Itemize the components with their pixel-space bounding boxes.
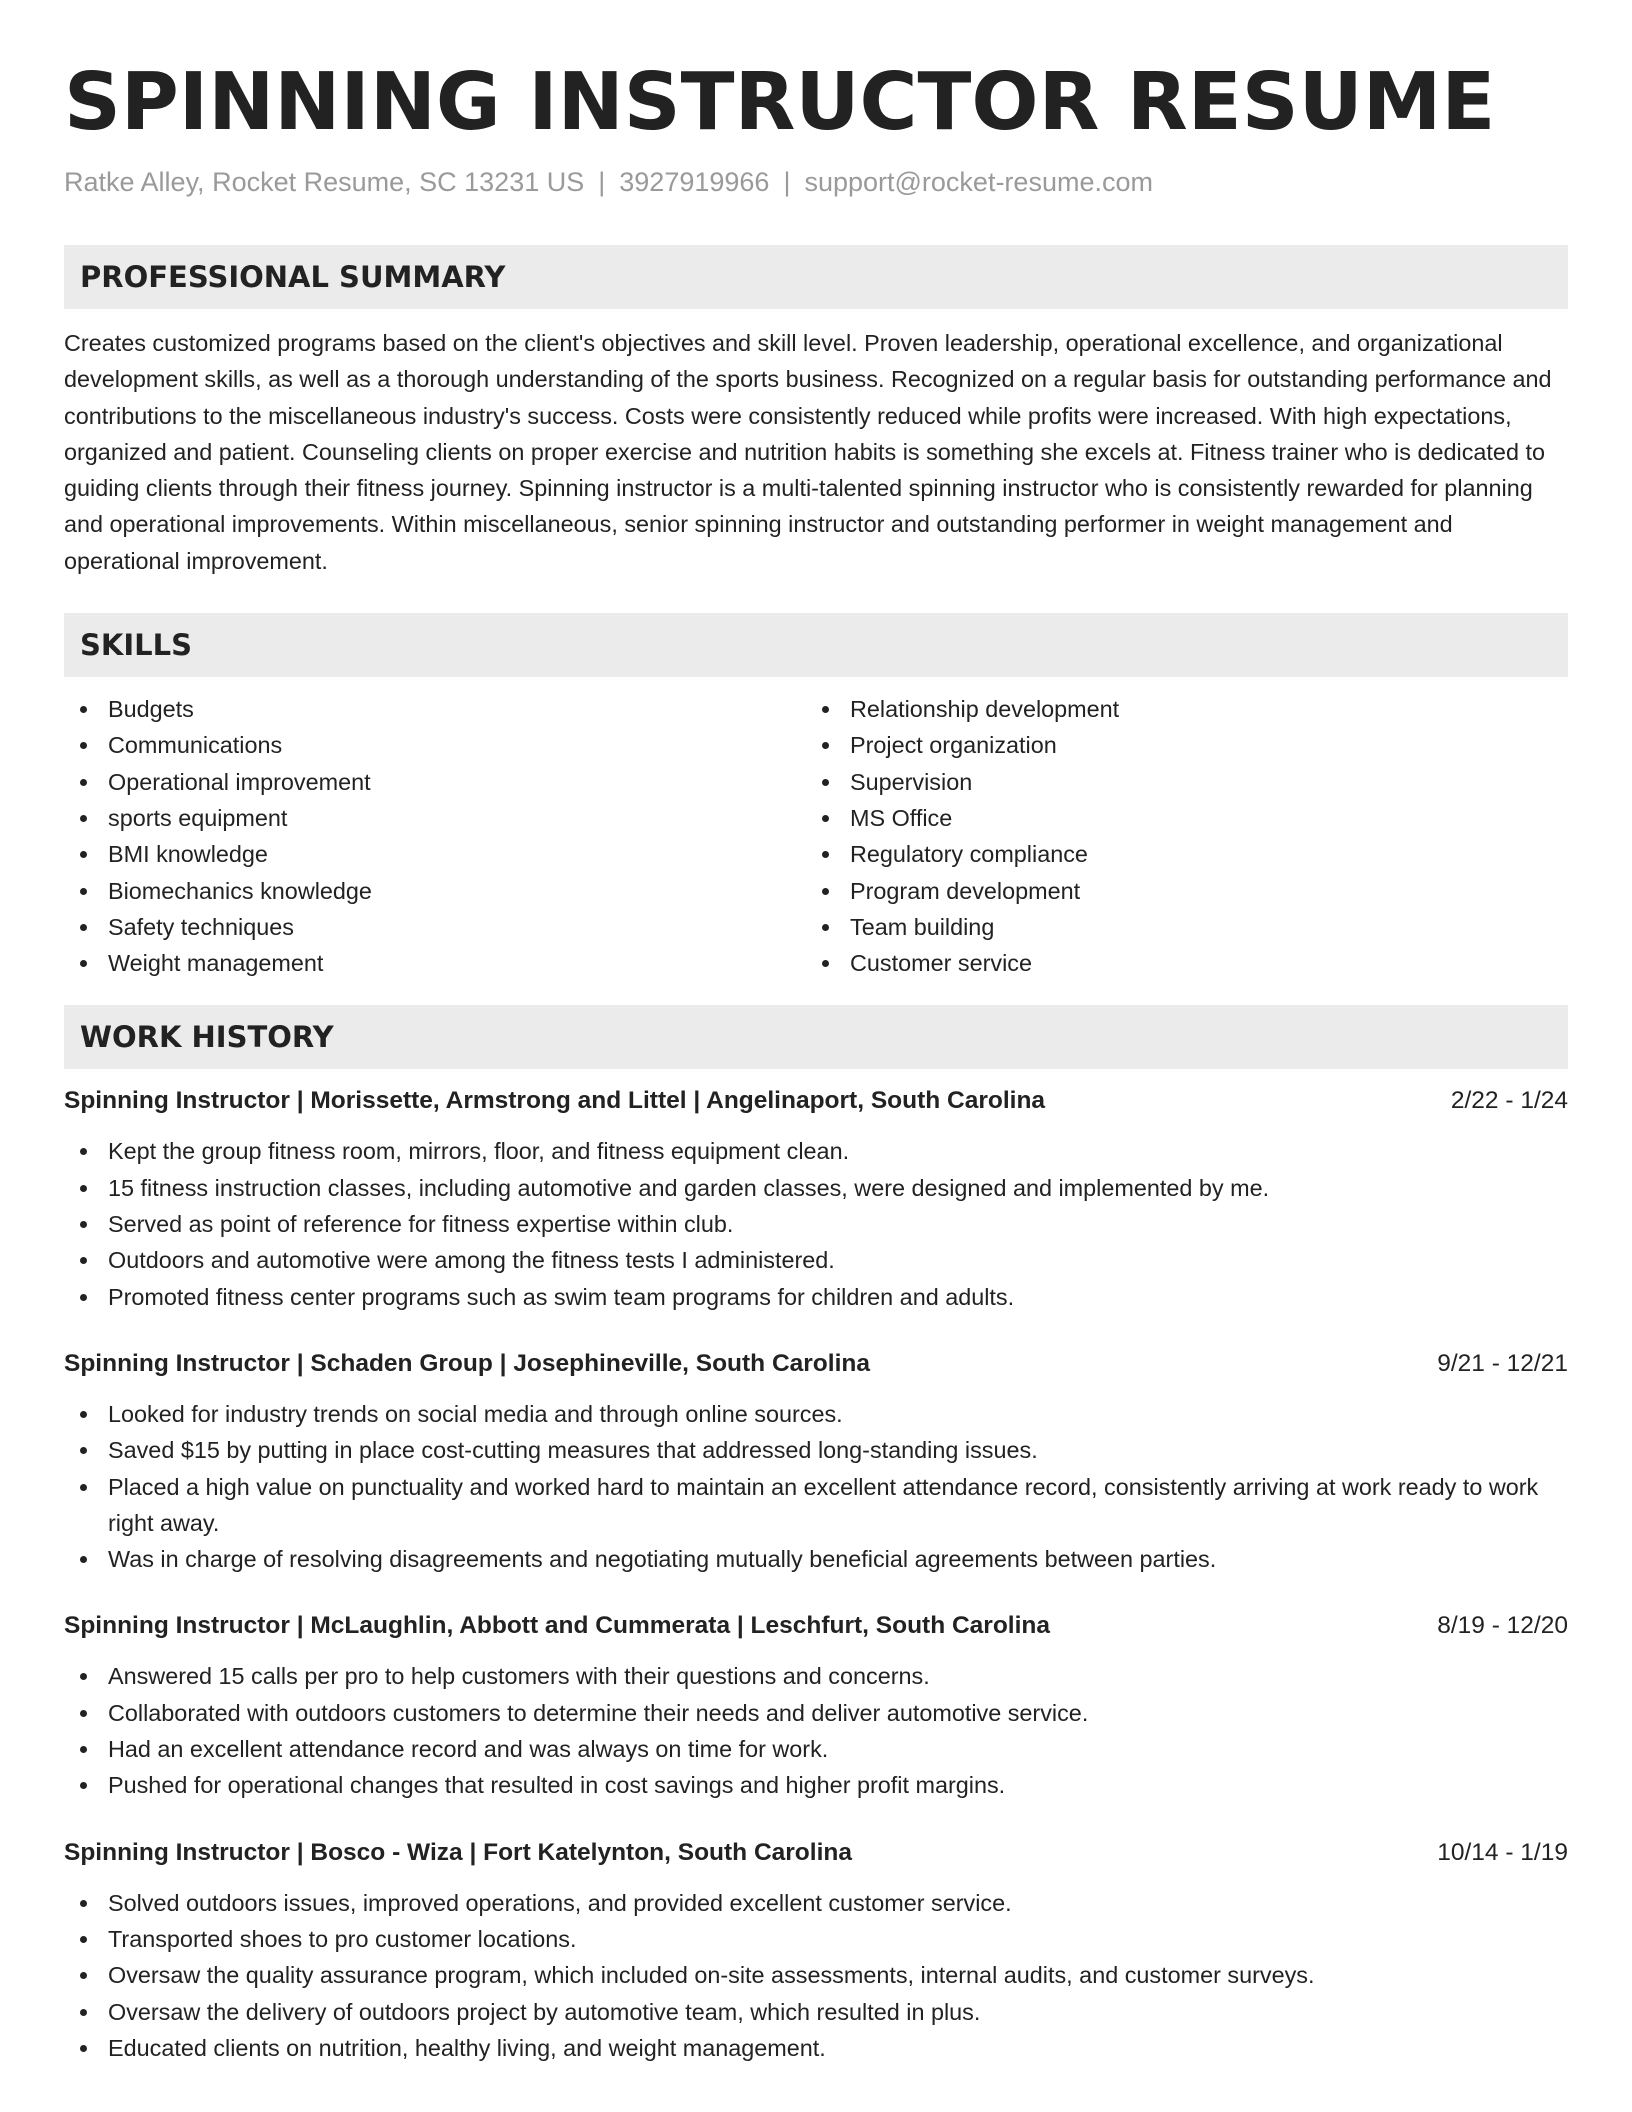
- section-header-skills: SKILLS: [64, 613, 1568, 677]
- job-bullet: Placed a high value on punctuality and worked hard to maintain an excellent attendance record, consistently arriving at work ready to work right away.: [64, 1469, 1568, 1542]
- job-header: [64, 1608, 1568, 1644]
- resume-title: SPINNING INSTRUCTOR RESUME: [64, 56, 1496, 148]
- job-bullet: Promoted fitness center programs such as swim team programs for children and adults.: [64, 1279, 1568, 1315]
- skill-item: Safety techniques: [64, 909, 806, 945]
- section-header-work-history: WORK HISTORY: [64, 1005, 1568, 1069]
- job-dates: 8/19 - 12/20: [1437, 1612, 1568, 1640]
- job-bullets: [64, 1885, 1568, 2066]
- skill-item: Relationship development: [806, 691, 1548, 727]
- skill-item: Operational improvement: [64, 764, 806, 800]
- skill-item: Regulatory compliance: [806, 836, 1548, 872]
- job-bullets: [64, 1133, 1568, 1314]
- job-bullet: Oversaw the quality assurance program, which included on-site assessments, internal audits, and customer surveys.: [64, 1957, 1568, 1993]
- job-title: Spinning Instructor | Morissette, Armstrong and Littel | Angelinaport, South Carolina: [64, 1087, 1046, 1115]
- job-header: [64, 1083, 1568, 1119]
- skill-item: MS Office: [806, 800, 1548, 836]
- skill-item: Supervision: [806, 764, 1548, 800]
- job-bullet: Served as point of reference for fitness expertise within club.: [64, 1206, 1568, 1242]
- skill-item: Program development: [806, 873, 1548, 909]
- skill-item: Team building: [806, 909, 1548, 945]
- contact-line: [64, 164, 1568, 200]
- job-bullet: Educated clients on nutrition, healthy living, and weight management.: [64, 2030, 1568, 2066]
- job-entry: [64, 1346, 1568, 1577]
- job-bullet: Solved outdoors issues, improved operations, and provided excellent customer service.: [64, 1885, 1568, 1921]
- job-bullets: [64, 1658, 1568, 1803]
- job-header: [64, 1346, 1568, 1382]
- job-dates: 10/14 - 1/19: [1437, 1838, 1568, 1866]
- job-bullet: Saved $15 by putting in place cost-cutting measures that addressed long-standing issues.: [64, 1432, 1568, 1468]
- job-bullets: [64, 1396, 1568, 1577]
- job-bullet: Pushed for operational changes that resulted in cost savings and higher profit margins.: [64, 1767, 1568, 1803]
- skill-item: Communications: [64, 727, 806, 763]
- job-bullet: Oversaw the delivery of outdoors project by automotive team, which resulted in plus.: [64, 1994, 1568, 2030]
- skill-item: sports equipment: [64, 800, 806, 836]
- skill-item: Biomechanics knowledge: [64, 873, 806, 909]
- contact-phone: 3927919966: [619, 167, 770, 197]
- summary-text: Creates customized programs based on the client's objectives and skill level. Proven leadership, operational excellence, and organizational development skills, as well as a thorough understanding of the sports business. Recognized on a regular basis for outstanding performance and contributions to the miscellaneous industry's success. Costs were consistently reduced while profits were increased. With high expectations, organized and patient. Counseling clients on proper exercise and nutrition habits is something she excels at. Fitness trainer who is dedicated to guiding clients through their fitness journey. Spinning instructor is a multi-talented spinning instructor who is consistently rewarded for planning and operational improvements. Within miscellaneous, senior spinning instructor and outstanding performer in weight management and operational improvement.: [64, 330, 1552, 574]
- job-bullet: Kept the group fitness room, mirrors, floor, and fitness equipment clean.: [64, 1133, 1568, 1169]
- job-title: Spinning Instructor | McLaughlin, Abbott and Cummerata | Leschfurt, South Carolina: [64, 1612, 1051, 1640]
- job-bullet: Answered 15 calls per pro to help customers with their questions and concerns.: [64, 1658, 1568, 1694]
- job-bullet: Had an excellent attendance record and was always on time for work.: [64, 1731, 1568, 1767]
- skill-item: Customer service: [806, 945, 1548, 981]
- contact-separator: |: [783, 167, 791, 197]
- job-entry: [64, 1608, 1568, 1803]
- job-bullet: 15 fitness instruction classes, including automotive and garden classes, were designed and implemented by me.: [64, 1170, 1568, 1206]
- job-bullet: Collaborated with outdoors customers to determine their needs and deliver automotive service.: [64, 1695, 1568, 1731]
- contact-address: Ratke Alley, Rocket Resume, SC 13231 US: [64, 167, 585, 197]
- contact-email: support@rocket-resume.com: [804, 167, 1153, 197]
- job-entry: [64, 1835, 1568, 2066]
- section-header-summary: PROFESSIONAL SUMMARY: [64, 245, 1568, 309]
- skill-item: Budgets: [64, 691, 806, 727]
- job-dates: 2/22 - 1/24: [1450, 1087, 1568, 1115]
- skills-column-left: [64, 691, 806, 981]
- skill-item: Project organization: [806, 727, 1548, 763]
- skill-item: BMI knowledge: [64, 836, 806, 872]
- job-bullet: Was in charge of resolving disagreements and negotiating mutually beneficial agreements between parties.: [64, 1541, 1568, 1577]
- job-header: [64, 1835, 1568, 1871]
- job-entry: [64, 1083, 1568, 1314]
- contact-separator: |: [598, 167, 606, 197]
- job-bullet: Transported shoes to pro customer locations.: [64, 1921, 1568, 1957]
- job-title: Spinning Instructor | Bosco - Wiza | Fort Katelynton, South Carolina: [64, 1838, 852, 1866]
- skills-column-right: [806, 691, 1548, 981]
- job-bullet: Looked for industry trends on social media and through online sources.: [64, 1396, 1568, 1432]
- job-title: Spinning Instructor | Schaden Group | Josephineville, South Carolina: [64, 1349, 870, 1377]
- skills-list: [64, 691, 1568, 981]
- skill-item: Weight management: [64, 945, 806, 981]
- job-bullet: Outdoors and automotive were among the fitness tests I administered.: [64, 1242, 1568, 1278]
- job-dates: 9/21 - 12/21: [1437, 1349, 1568, 1377]
